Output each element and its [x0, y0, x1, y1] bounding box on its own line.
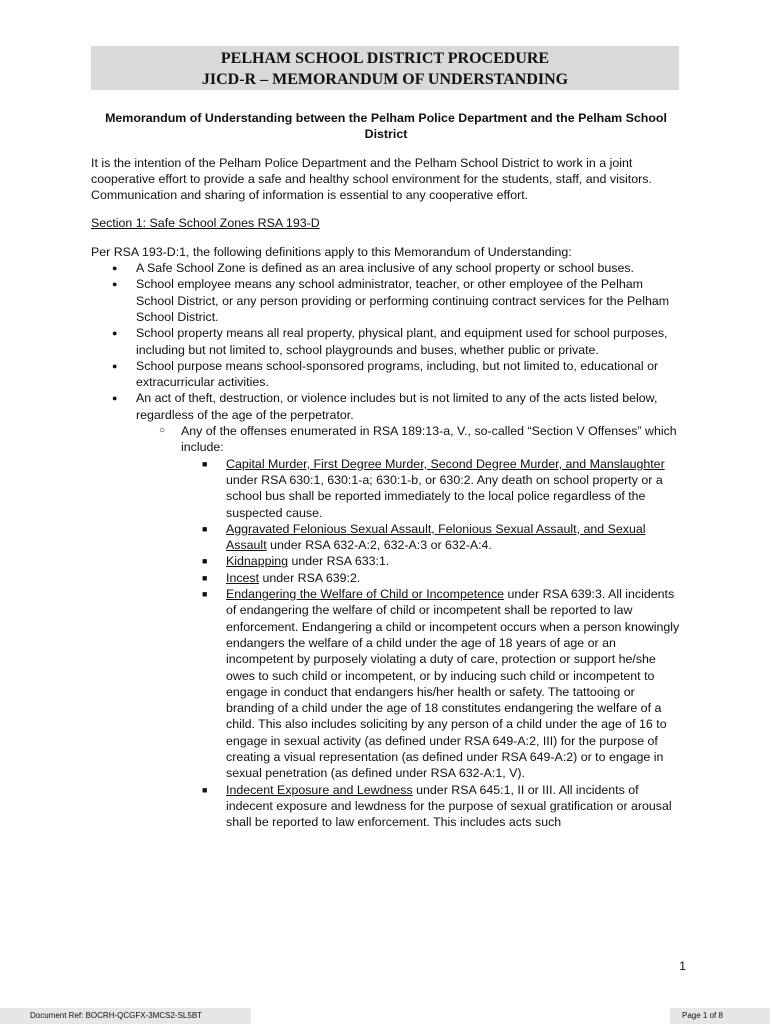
header-title-line2: JICD-R – MEMORANDUM OF UNDERSTANDING: [201, 71, 569, 88]
intro-paragraph: It is the intention of the Pelham Police Department and the Pelham School District to work in a joint cooperative effort to provide a safe and healthy school environment for the students, staff, and visitors. Communication and sharing of information is essential to any cooperative effort.: [91, 155, 652, 203]
definitions-list: [91, 260, 681, 830]
document-ref: Document Ref: BOCRH-QCGFX-3MCS2-SL5BT: [0, 1008, 251, 1024]
offense-title: Indecent Exposure and Lewdness: [226, 782, 413, 797]
document-header: [91, 46, 679, 90]
page-number: 1: [679, 959, 686, 973]
offense-title: Incest: [226, 570, 260, 585]
list-item-text: An act of theft, destruction, or violence includes but is not limited to any of the acts listed below, regardless of the age of the perpetrator.: [136, 391, 658, 422]
section-1-heading: Section 1: Safe School Zones RSA 193-D: [91, 216, 320, 231]
list-item: [181, 456, 681, 521]
offense-text: under RSA 633:1.: [288, 554, 390, 569]
list-item: [181, 553, 681, 569]
list-item: [181, 586, 681, 782]
offense-title: Kidnapping: [226, 554, 289, 569]
list-item: ● School purpose means school-sponsored programs, including, but not limited to, educational or extracurricular activities.: [91, 358, 681, 391]
document-body: [91, 110, 681, 830]
sub-list: [136, 423, 681, 830]
list-item: ● A Safe School Zone is defined as an area inclusive of any school property or school buses.: [91, 260, 681, 276]
offense-title: Capital Murder, First Degree Murder, Second Degree Murder, and Manslaughter: [226, 456, 665, 471]
offense-text: under RSA 639:3. All incidents of endangering the welfare of child or incompetent shall be reported to law enforcement. Endangering a child or incompetent occurs when a person knowingly endangers the welfare of a child under the age of 18 years of age or an incompetent by purposely violating a duty of care, protection or support he/she owes to such child or incompetent, or by inducing such child or incompetent to engage in conduct that endangers his/her health or safety. The tattooing or branding of a child under the age of 18 constitutes endangering the welfare of a child. This also includes soliciting by any person of a child under the age of 16 to engage in sexual activity (as defined under RSA 649-A:2, III) for the purpose of creating a visual representation (as defined under RSA 649-A:2) or to engage in sexual penetration (as defined under RSA 632-A:1, V).: [226, 587, 680, 781]
offenses-list: [181, 456, 681, 831]
list-item: [181, 521, 681, 554]
page-count: Page 1 of 8: [670, 1008, 770, 1024]
offense-title: Aggravated Felonious Sexual Assault, Felonious Sexual Assault, and Sexual Assault: [226, 521, 646, 553]
header-title-line1: PELHAM SCHOOL DISTRICT PROCEDURE: [220, 50, 550, 67]
offense-text: under RSA 632-A:2, 632-A:3 or 632-A:4.: [266, 538, 492, 553]
page-footer: [0, 1008, 770, 1024]
list-item-text: Any of the offenses enumerated in RSA 189:13-a, V., so-called “Section V Offenses” which include:: [181, 424, 677, 455]
memo-subtitle: Memorandum of Understanding between the Pelham Police Department and the Pelham School District: [105, 111, 667, 142]
list-item: ● School employee means any school administrator, teacher, or other employee of the Pelham School District, or any person providing or performing continuing contract services for the Pelham School District.: [91, 276, 681, 325]
offense-text: under RSA 645:1, II or III. All incidents of indecent exposure and lewdness for the purpose of sexual gratification or arousal shall be reported to law enforcement. This includes acts such: [226, 782, 672, 830]
offense-text: under RSA 630:1, 630:1-a; 630:1-b, or 630:2. Any death on school property or a school bus shall be reported immediately to the local police regardless of the suspected cause.: [226, 472, 663, 520]
offense-text: under RSA 639:2.: [259, 570, 361, 585]
section-1-lead: Per RSA 193-D:1, the following definitions apply to this Memorandum of Understanding:: [91, 244, 572, 259]
list-item: [181, 570, 681, 586]
list-item: [91, 390, 681, 830]
list-item: ● School property means all real property, physical plant, and equipment used for school purposes, including but not limited to, school playgrounds and buses, whether public or private.: [91, 325, 681, 358]
list-item: [181, 782, 681, 831]
offense-title: Endangering the Welfare of Child or Incompetence: [226, 587, 505, 602]
list-item: [136, 423, 681, 830]
